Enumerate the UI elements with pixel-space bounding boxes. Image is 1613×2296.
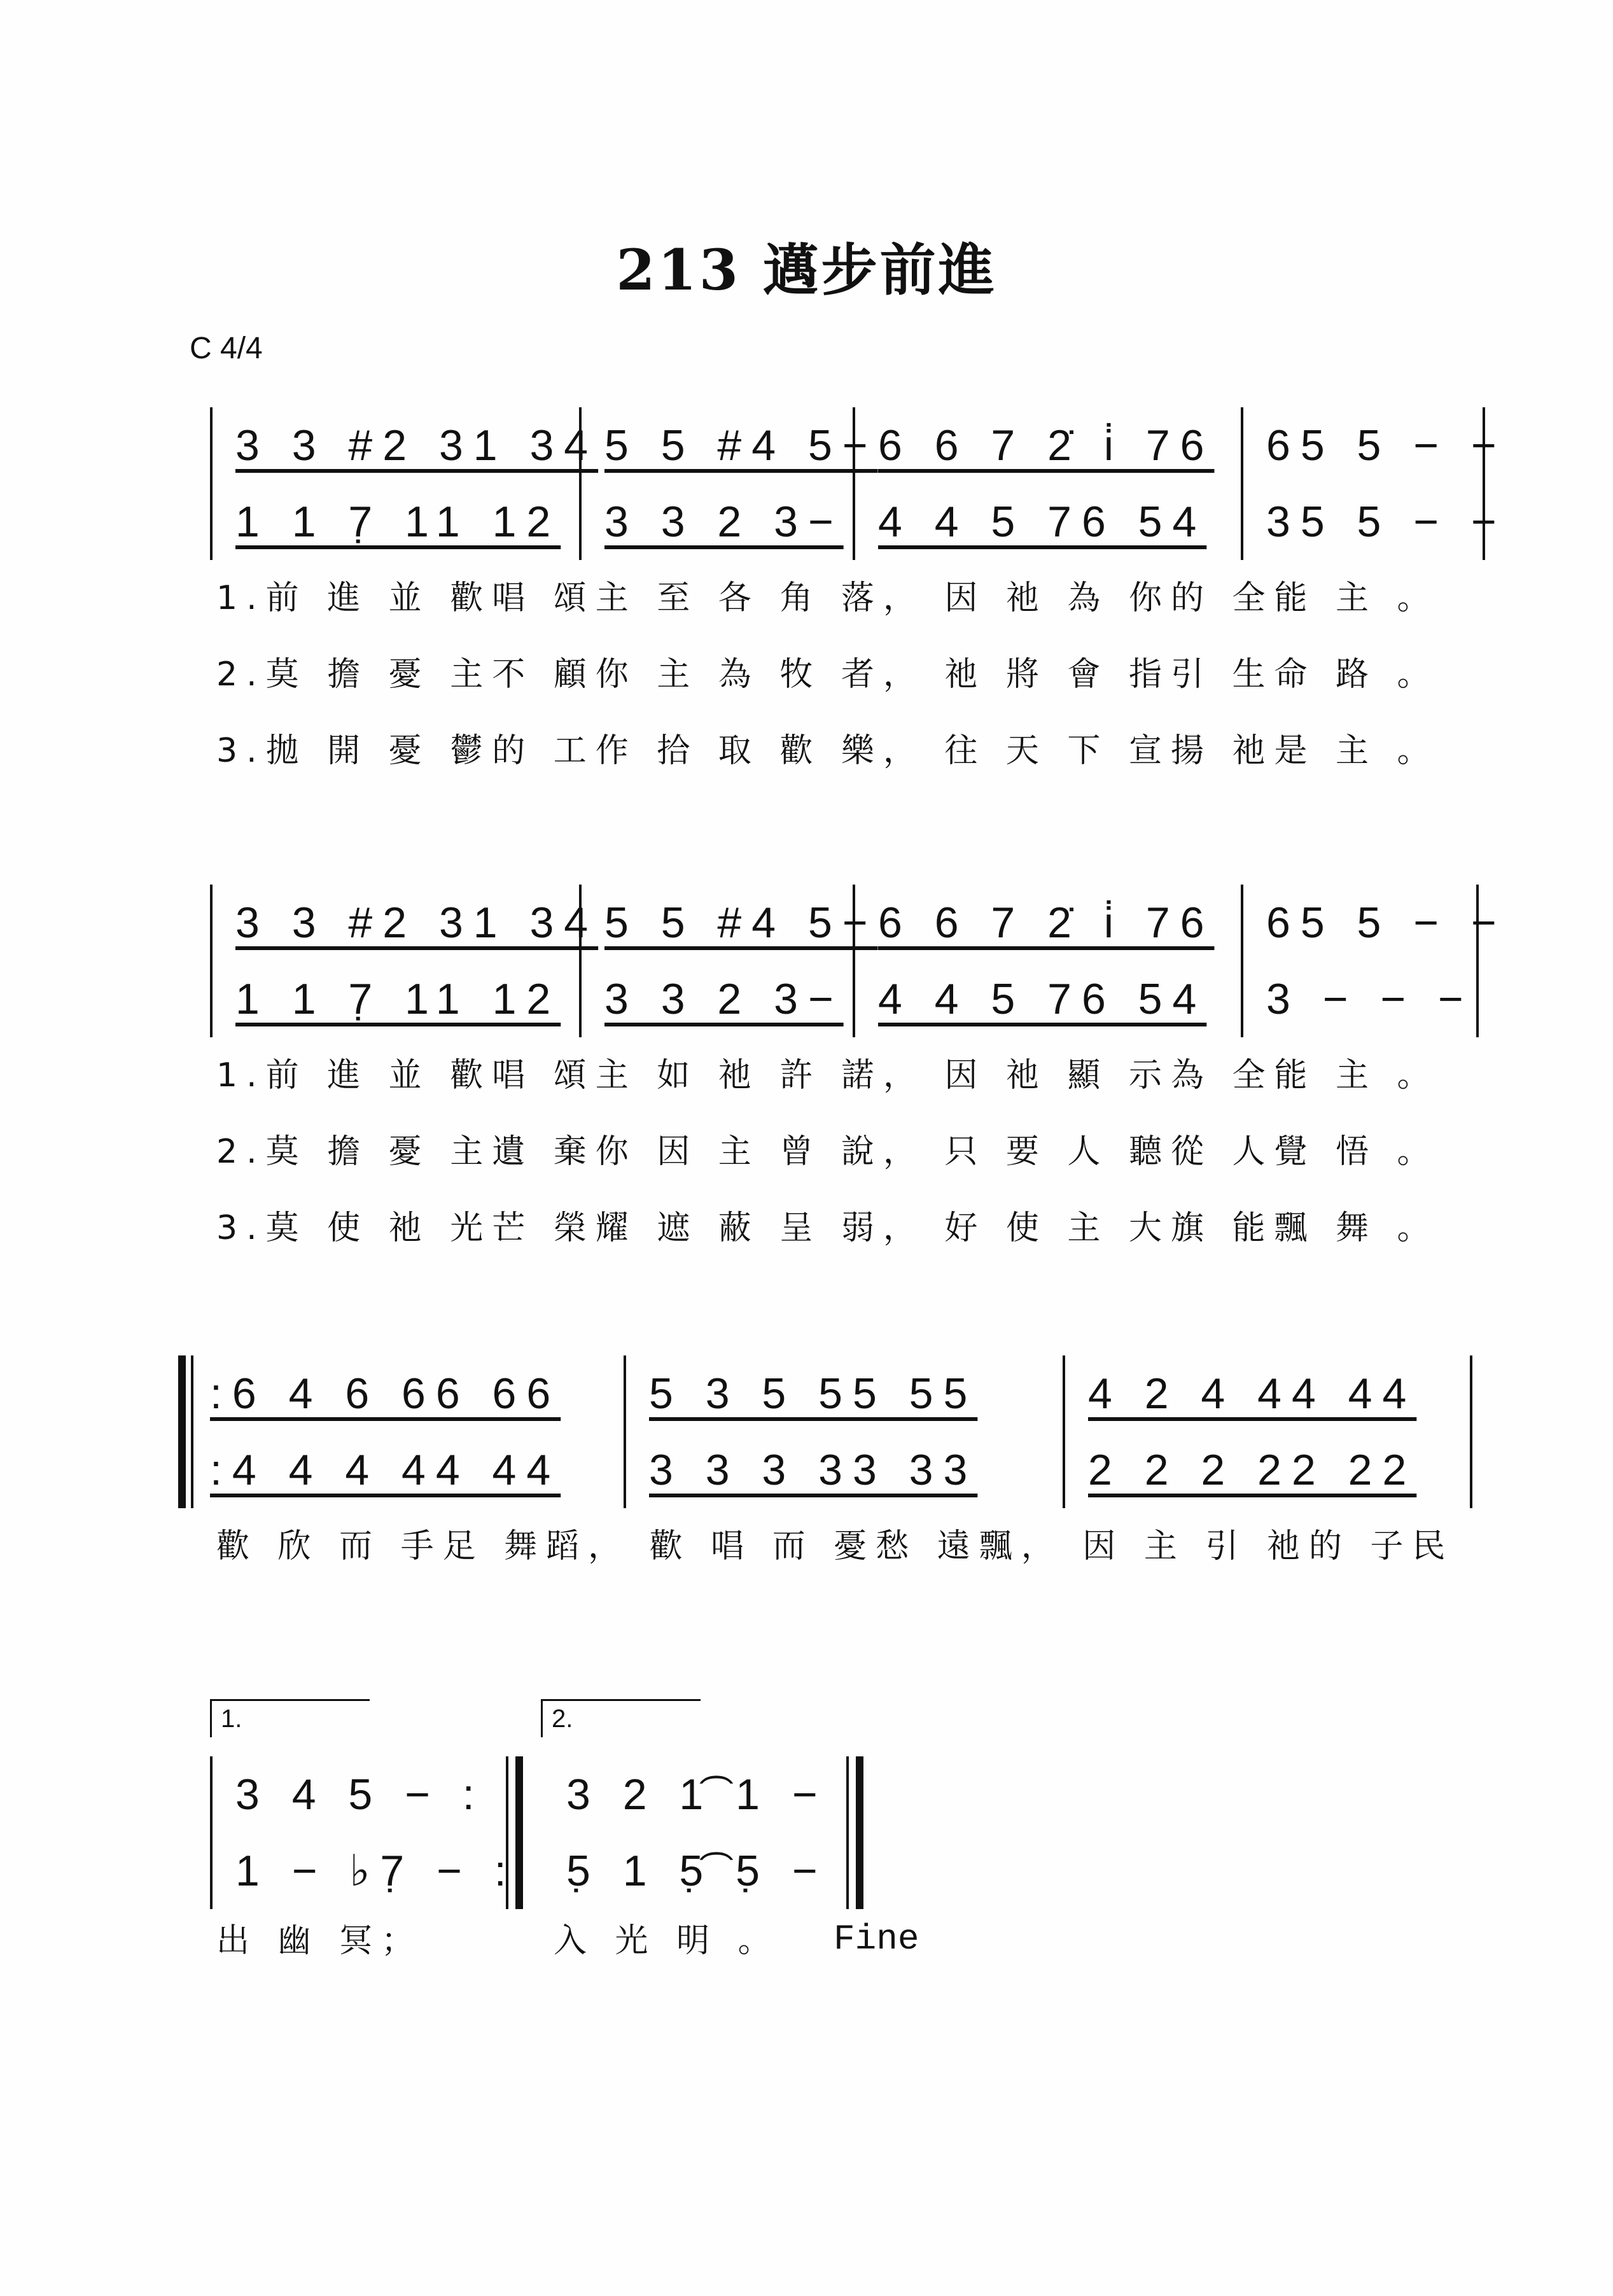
- upper-voice: [210, 407, 1507, 484]
- lyric-line: 3.莫 使 祂 光芒 榮耀 遮 蔽 呈 弱， 好 使 主 大旗 能飄 舞 。: [216, 1209, 1439, 1247]
- upper-voice: [210, 1756, 1489, 1833]
- measure: 4 4 5 76 54: [878, 975, 1207, 1023]
- measure: 65 5 − −: [1266, 421, 1507, 470]
- lyric-line: 入 光 明 。: [554, 1922, 780, 1960]
- measure: :4 4 4 44 44: [210, 1446, 561, 1494]
- ending-system: [210, 1699, 1489, 1960]
- lyric-line: 3.拋 開 憂 鬱的 工作 拾 取 歡 樂， 往 天 下 宣揚 祂是 主 。: [216, 732, 1439, 770]
- staff: [210, 1756, 1489, 1909]
- measure: 3 3 2 3−: [604, 498, 844, 546]
- lyric-line: 2.莫 擔 憂 主不 顧你 主 為 牧 者， 祂 將 會 指引 生命 路 。: [216, 655, 1439, 694]
- lyric-line: 2.莫 擔 憂 主遺 棄你 因 主 曾 說， 只 要 人 聽從 人覺 悟 。: [216, 1133, 1439, 1171]
- measure: 1 1 7̣ 11 12: [235, 975, 561, 1023]
- page-title: 213 邁步前進: [616, 237, 997, 303]
- measure: 3 2 1͡ 1 −: [566, 1770, 828, 1819]
- measure: 35 5 − −: [1266, 498, 1507, 546]
- measure: 3 3 #2 31 34: [235, 421, 599, 470]
- measure: 2 2 2 22 22: [1088, 1446, 1417, 1494]
- fine-marking: Fine: [834, 1919, 919, 1959]
- measure: 5 5 #4 5−: [604, 421, 878, 470]
- volta-2: 2.: [541, 1699, 701, 1737]
- measure: 6 6 7 2̇ i̇ 76: [878, 421, 1215, 470]
- measure: 3 − − −: [1266, 975, 1474, 1023]
- lower-voice: [210, 484, 1507, 560]
- system-3: [210, 1355, 1489, 1585]
- measure: 65 5 − −: [1266, 899, 1507, 947]
- measure: 4 4 5 76 54: [878, 498, 1207, 546]
- staff: [210, 885, 1507, 1037]
- barline: [191, 1355, 193, 1508]
- lyric-line: 出 幽 冥；: [216, 1922, 424, 1960]
- lyric-line: 歡 欣 而 手足 舞蹈， 歡 唱 而 憂愁 遠飄， 因 主 引 祂的 子民: [216, 1527, 1455, 1565]
- lower-voice: [210, 1833, 1489, 1909]
- measure: 5̣ 1 5̣͡ 5̣ −: [566, 1847, 828, 1895]
- measure: 1 1 7̣ 11 12: [235, 498, 561, 546]
- staff: [210, 407, 1507, 560]
- measure: 1 − ♭7̣ − :: [235, 1846, 517, 1895]
- volta-1: 1.: [210, 1699, 370, 1737]
- lower-voice: [210, 1432, 1489, 1508]
- lyric-line: 1.前 進 並 歡唱 頌主 至 各 角 落， 因 祂 為 你的 全能 主 。: [216, 579, 1439, 617]
- upper-voice: [210, 1355, 1489, 1432]
- lyric-line: 1.前 進 並 歡唱 頌主 如 祂 許 諾， 因 祂 顯 示為 全能 主 。: [216, 1056, 1439, 1095]
- measure: 6 6 7 2̇ i̇ 76: [878, 899, 1215, 947]
- measure: 5 5 #4 5−: [604, 899, 878, 947]
- measure: 5 3 5 55 55: [649, 1369, 978, 1418]
- measure: 3 3 2 3−: [604, 975, 844, 1023]
- system-1: [210, 407, 1507, 789]
- measure: 4 2 4 44 44: [1088, 1369, 1417, 1418]
- measure: 3 3 3 33 33: [649, 1446, 978, 1494]
- measure: :6 4 6 66 66: [210, 1369, 561, 1418]
- repeat-start-barline: [178, 1355, 186, 1508]
- measure: 3 3 #2 31 34: [235, 899, 599, 947]
- upper-voice: [210, 885, 1507, 961]
- measure: 3 4 5 − :: [235, 1770, 485, 1819]
- lower-voice: [210, 961, 1489, 1037]
- key-signature: C 4/4: [190, 332, 263, 365]
- staff: [210, 1355, 1489, 1508]
- system-2: [210, 885, 1507, 1266]
